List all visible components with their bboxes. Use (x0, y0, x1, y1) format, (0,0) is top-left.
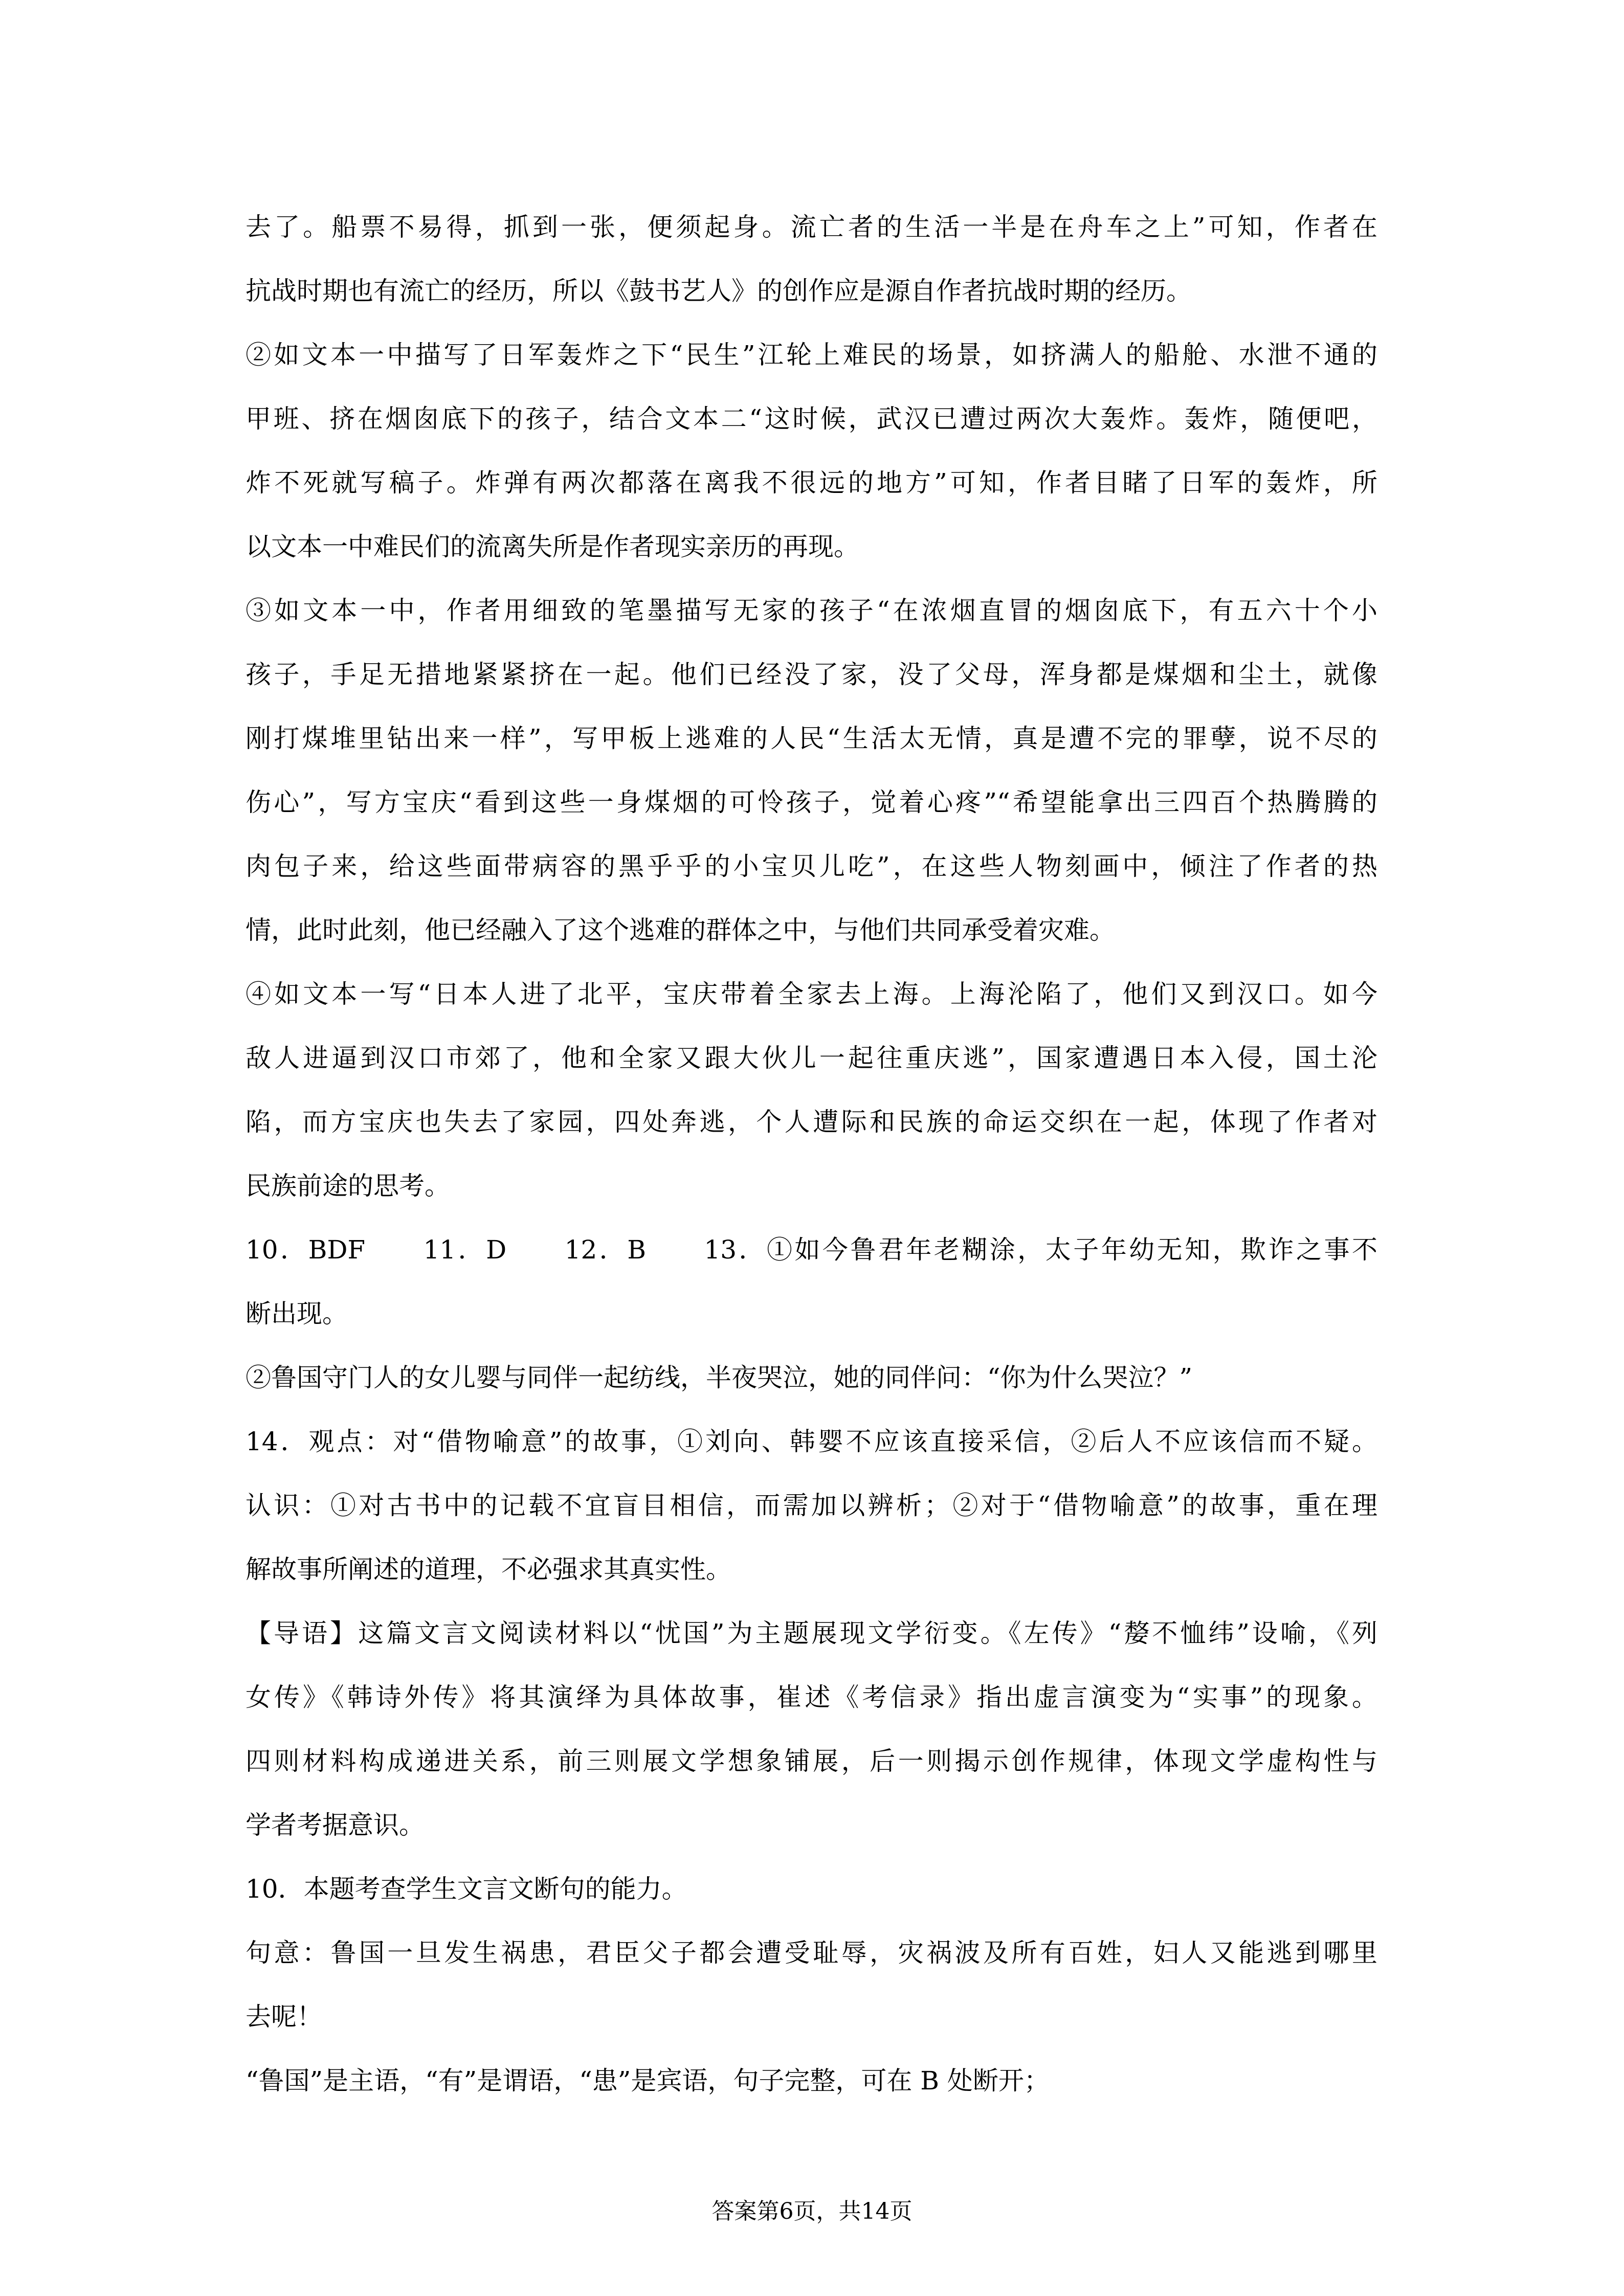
text-line: 孩子，手足无措地紧紧挤在一起。他们已经没了家，没了父母，浑身都是煤烟和尘土，就像 (246, 660, 1377, 689)
text-line: 去了。船票不易得，抓到一张，便须起身。流亡者的生活一半是在舟车之上”可知，作者在 (246, 212, 1377, 242)
text-line: “鲁国”是主语，“有”是谓语，“患”是宾语，句子完整，可在 B 处断开； (246, 2066, 1050, 2096)
text-line: 陷，而方宝庆也失去了家园，四处奔逃，个人遭际和民族的命运交织在一起，体现了作者对 (246, 1107, 1377, 1137)
text-line: 民族前途的思考。 (246, 1171, 450, 1201)
text-line: 去呢！ (246, 2002, 322, 2032)
text-line: 炸不死就写稿子。炸弹有两次都落在离我不很远的地方”可知，作者目睹了日军的轰炸，所 (246, 468, 1377, 498)
text-line: 以文本一中难民们的流离失所是作者现实亲历的再现。 (246, 532, 859, 561)
text-line: 认识：①对古书中的记载不宜盲目相信，而需加以辨析；②对于“借物喻意”的故事，重在理 (246, 1491, 1377, 1520)
text-line: 解故事所阐述的道理，不必强求其真实性。 (246, 1555, 731, 1584)
text-line: 14．观点：对“借物喻意”的故事，①刘向、韩婴不应该直接采信，②后人不应该信而不疑。 (246, 1427, 1377, 1456)
text-line: 10．BDF 11．D 12．B 13．①如今鲁君年老糊涂，太子年幼无知，欺诈之事不 (246, 1235, 1377, 1265)
text-line: 断出现。 (246, 1299, 348, 1329)
text-line: 【导语】这篇文言文阅读材料以“忧国”为主题展现文学衍变。《左传》“嫠不恤纬”设喻，《列 (246, 1618, 1377, 1648)
text-line: ③如文本一中，作者用细致的笔墨描写无家的孩子“在浓烟直冒的烟囱底下，有五六十个小 (246, 596, 1377, 625)
text-line: 情，此时此刻，他已经融入了这个逃难的群体之中，与他们共同承受着灾难。 (246, 915, 1115, 945)
text-line: 肉包子来，给这些面带病容的黑乎乎的小宝贝儿吃”，在这些人物刻画中，倾注了作者的热 (246, 851, 1377, 881)
text-line: 四则材料构成递进关系，前三则展文学想象铺展，后一则揭示创作规律，体现文学虚构性与 (246, 1746, 1377, 1776)
text-line: ④如文本一写“日本人进了北平，宝庆带着全家去上海。上海沦陷了，他们又到汉口。如今 (246, 979, 1377, 1009)
answer-text-block (246, 195, 1377, 2113)
text-line: 伤心”，写方宝庆“看到这些一身煤烟的可怜孩子，觉着心疼”“希望能拿出三四百个热腾腾的 (246, 787, 1377, 817)
page-footer: 答案第6页，共14页 (711, 2198, 913, 2224)
text-line: ②如文本一中描写了日军轰炸之下“民生”江轮上难民的场景，如挤满人的船舱、水泄不通的 (246, 340, 1377, 370)
text-line: 女传》《韩诗外传》将其演绎为具体故事，崔述《考信录》指出虚言演变为“实事”的现象。 (246, 1682, 1377, 1712)
text-line: 刚打煤堆里钻出来一样”，写甲板上逃难的人民“生活太无情，真是遭不完的罪孽，说不尽的 (246, 724, 1377, 753)
text-line: ②鲁国守门人的女儿婴与同伴一起纺线，半夜哭泣，她的同伴问：“你为什么哭泣？” (246, 1363, 1193, 1392)
text-line: 抗战时期也有流亡的经历，所以《鼓书艺人》的创作应是源自作者抗战时期的经历。 (246, 276, 1192, 306)
text-line: 学者考据意识。 (246, 1810, 425, 1840)
text-line: 敌人进逼到汉口市郊了，他和全家又跟大伙儿一起往重庆逃”，国家遭遇日本入侵，国土沦 (246, 1043, 1377, 1073)
text-line: 句意：鲁国一旦发生祸患，君臣父子都会遭受耻辱，灾祸波及所有百姓，妇人又能逃到哪里 (246, 1938, 1377, 1968)
text-line: 10．本题考查学生文言文断句的能力。 (246, 1874, 687, 1904)
text-line: 甲班、挤在烟囱底下的孩子，结合文本二“这时候，武汉已遭过两次大轰炸。轰炸，随便吧， (246, 404, 1377, 434)
